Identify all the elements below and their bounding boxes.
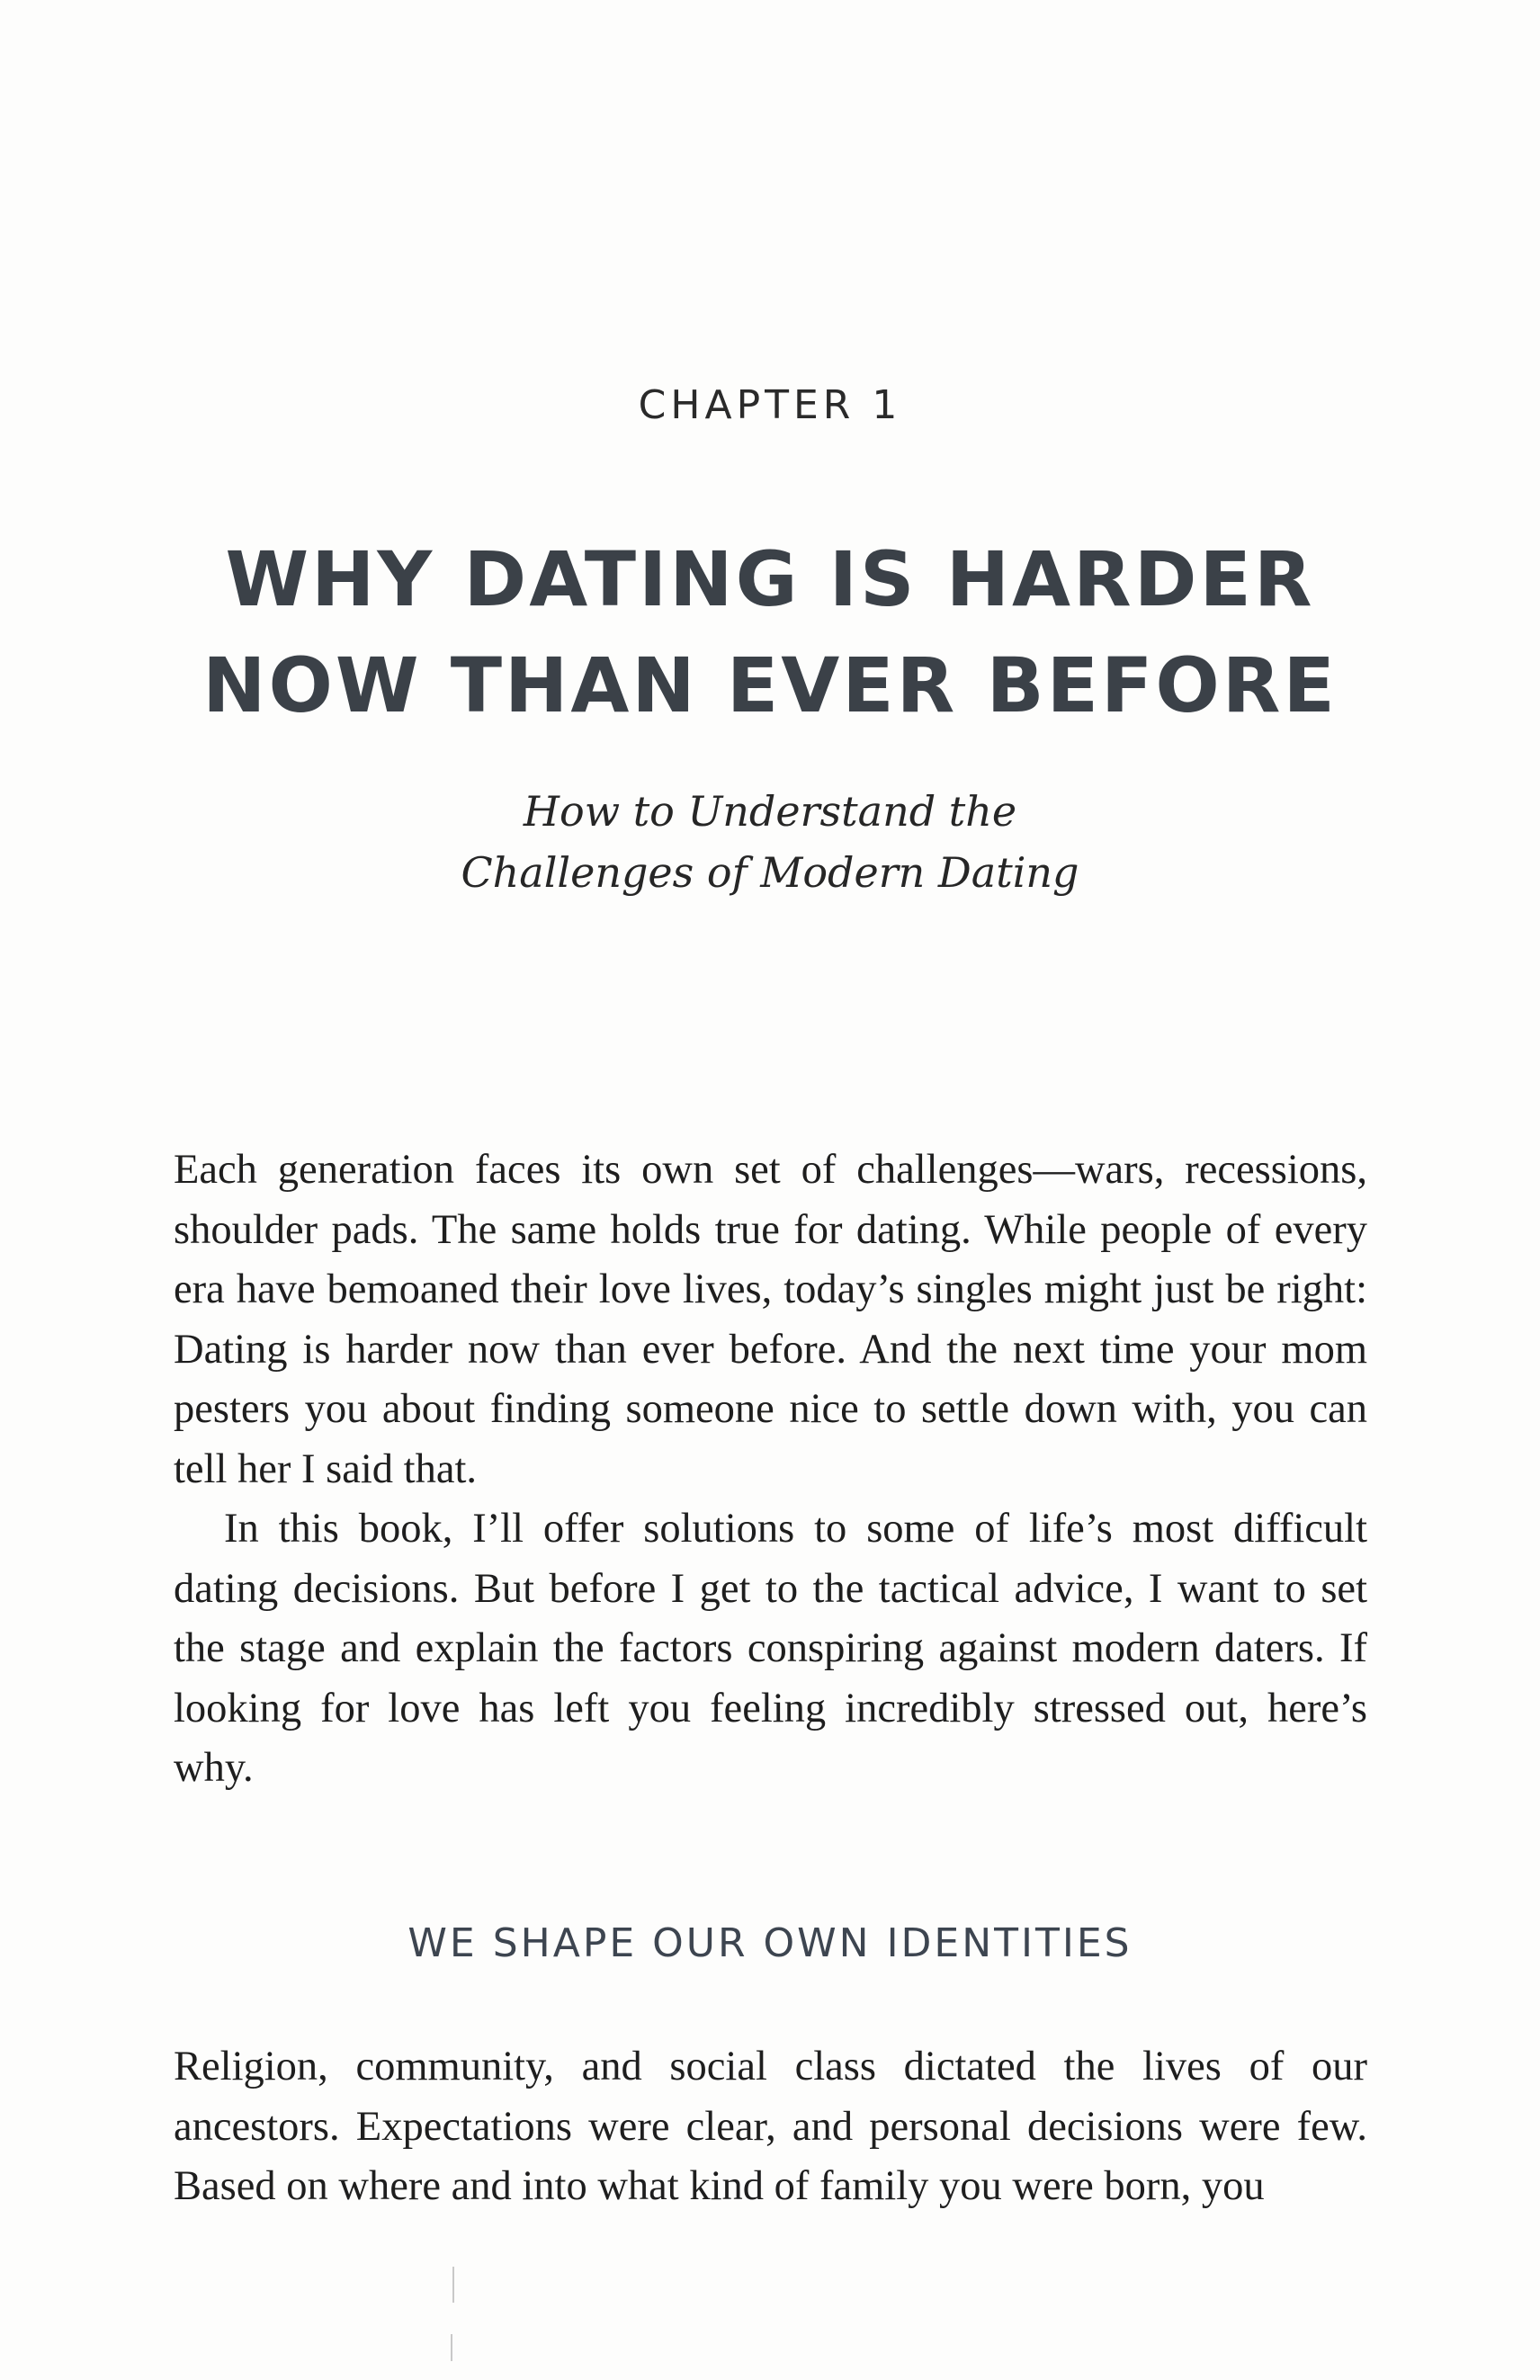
chapter-title-line-2: NOW THAN EVER BEFORE — [202, 641, 1338, 729]
scan-artifact-mark — [452, 2267, 454, 2303]
paragraph: In this book, I’ll offer solutions to some of life’s most difficult dating decisions. But before I get to the tactical advice, I want to set the stage and explain the factors conspiring against modern daters. If looking for love has left you feeling incredibly stressed out, here’s why. — [174, 1506, 1367, 1791]
section-text — [174, 2037, 1367, 2217]
scan-artifact-mark — [451, 2334, 452, 2361]
chapter-title-line-1: WHY DATING IS HARDER — [225, 535, 1315, 623]
chapter-title — [0, 526, 1540, 738]
section-heading: WE SHAPE OUR OWN IDENTITIES — [407, 1920, 1133, 1966]
paragraph: Each generation faces its own set of challenges—wars, recessions, shoulder pads. The same holds true for dating. While people of every era have bemoaned their love lives, today’s singles might just be right: Dating is harder now than ever before. And the next time your mom pesters you about finding someone nice to settle down with, you can tell her I said that. — [174, 1147, 1367, 1492]
chapter-subtitle-line-1: How to Understand the — [523, 787, 1017, 836]
chapter-subtitle-line-2: Challenges of Modern Dating — [461, 848, 1079, 897]
paragraph: Religion, community, and social class dictated the lives of our ancestors. Expectations were clear, and personal decisions were few. Based on where and into what kind of family you were born, you — [174, 2044, 1367, 2209]
intro-text — [174, 1141, 1367, 1799]
chapter-subtitle — [0, 781, 1540, 903]
chapter-label: CHAPTER 1 — [638, 382, 902, 428]
